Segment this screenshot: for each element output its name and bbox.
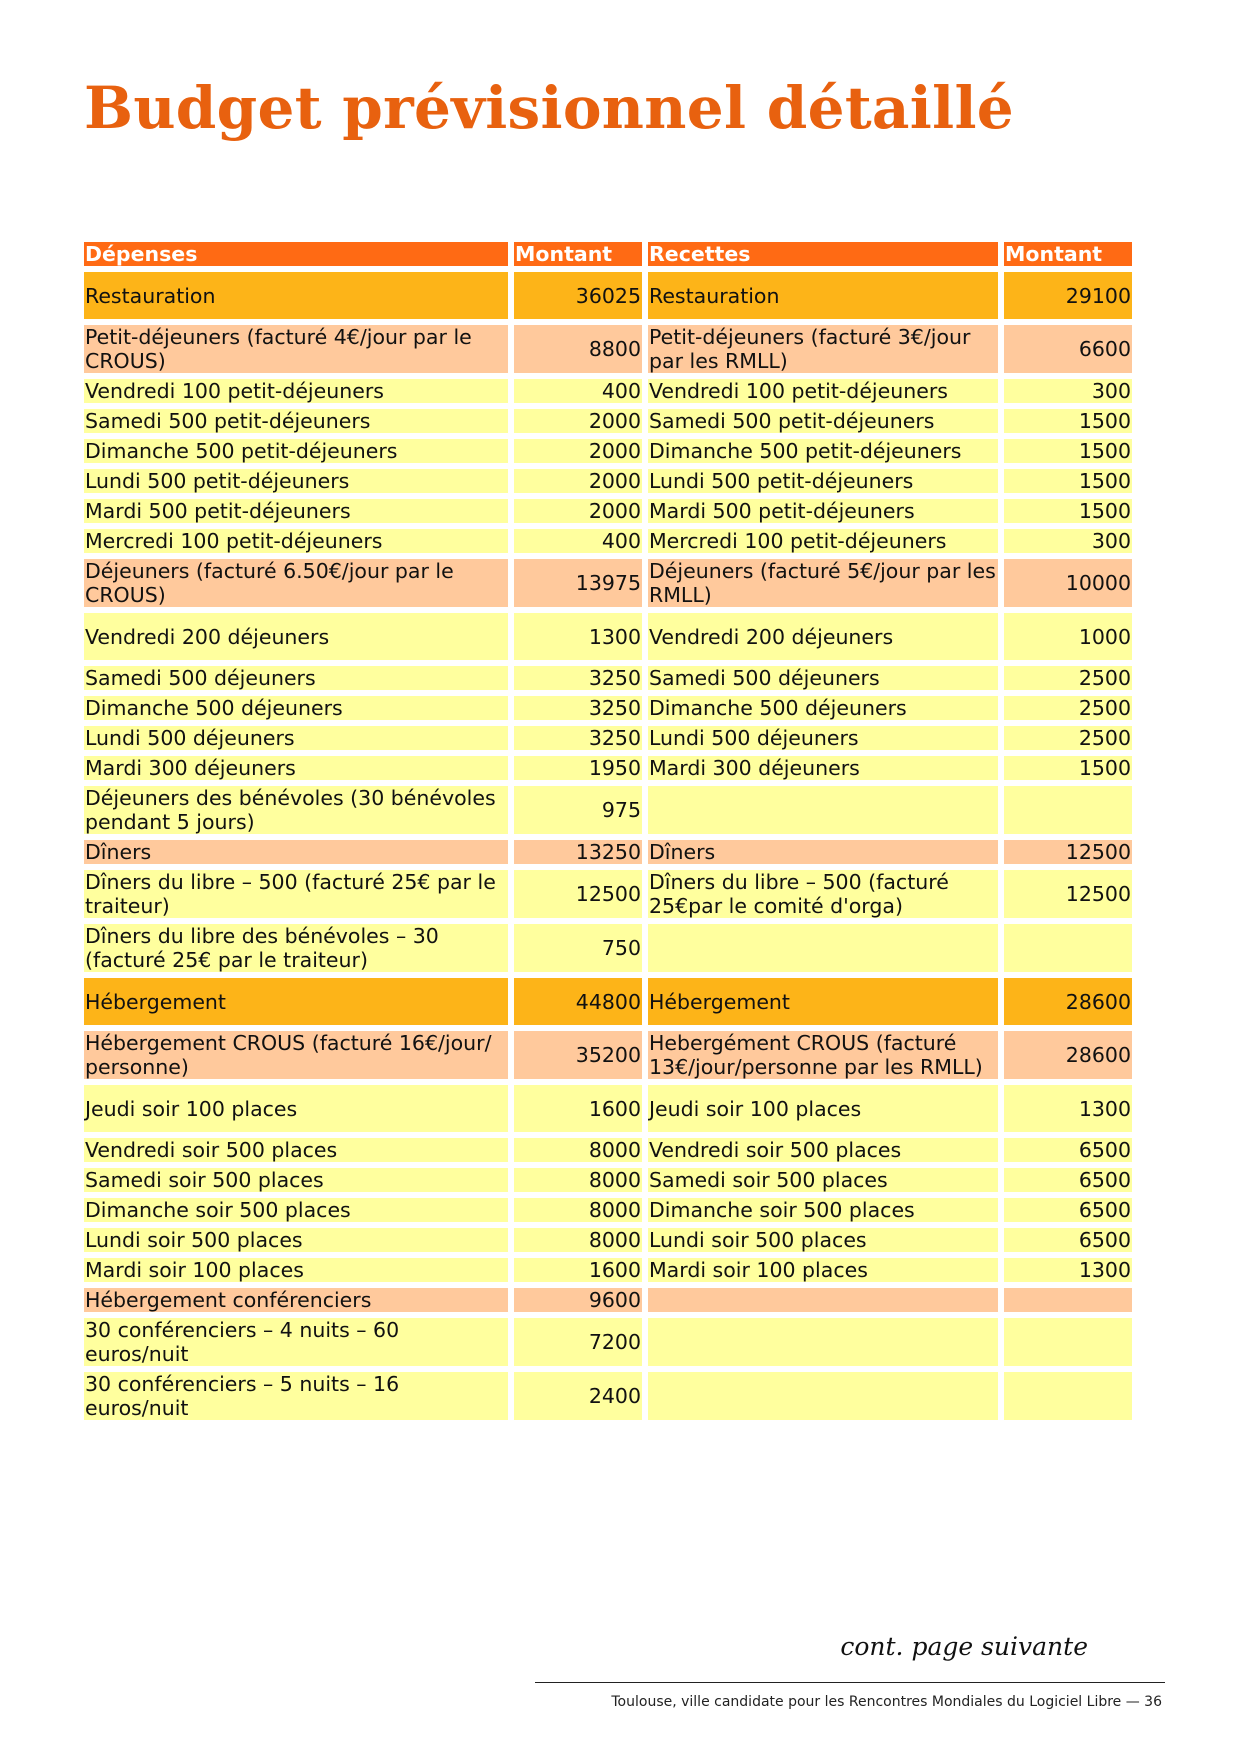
table-row (84, 409, 1132, 433)
revenue-amount: 12500 (1004, 840, 1132, 864)
header-recettes: Recettes (648, 242, 998, 266)
revenue-label (648, 1318, 998, 1366)
expense-amount: 1600 (514, 1258, 642, 1282)
revenue-label: Mardi 300 déjeuners (648, 756, 998, 780)
revenue-amount: 6500 (1004, 1198, 1132, 1222)
expense-amount: 1300 (514, 613, 642, 660)
expense-label: Dîners du libre des bénévoles – 30 (facturé 25€ par le traiteur) (84, 924, 508, 972)
revenue-label (648, 1288, 998, 1312)
expense-amount: 1950 (514, 756, 642, 780)
expense-label: Samedi 500 petit-déjeuners (84, 409, 508, 433)
revenue-amount: 2500 (1004, 666, 1132, 690)
expense-label: Hébergement (84, 978, 508, 1025)
table-row (84, 325, 1132, 373)
expense-label: Vendredi 100 petit-déjeuners (84, 379, 508, 403)
expense-amount: 3250 (514, 726, 642, 750)
revenue-amount: 6600 (1004, 325, 1132, 373)
table-header-row (84, 242, 1132, 266)
table-row (84, 379, 1132, 403)
expense-label: Dîners du libre – 500 (facturé 25€ par le traiteur) (84, 870, 508, 918)
table-row (84, 786, 1132, 834)
expense-amount: 2400 (514, 1372, 642, 1420)
revenue-label (648, 786, 998, 834)
revenue-label: Lundi 500 petit-déjeuners (648, 469, 998, 493)
expense-amount: 12500 (514, 870, 642, 918)
table-row (84, 559, 1132, 607)
expense-amount: 7200 (514, 1318, 642, 1366)
expense-amount: 2000 (514, 499, 642, 523)
revenue-amount: 29100 (1004, 272, 1132, 319)
table-row (84, 924, 1132, 972)
revenue-label: Dimanche 500 déjeuners (648, 696, 998, 720)
revenue-label: Dîners du libre – 500 (facturé 25€par le comité d'orga) (648, 870, 998, 918)
revenue-amount: 12500 (1004, 870, 1132, 918)
table-row (84, 978, 1132, 1025)
expense-label: Hébergement CROUS (facturé 16€/jour/ personne) (84, 1031, 508, 1079)
revenue-amount: 1500 (1004, 409, 1132, 433)
revenue-amount: 10000 (1004, 559, 1132, 607)
expense-label: 30 conférenciers – 4 nuits – 60 euros/nuit (84, 1318, 508, 1366)
revenue-label (648, 924, 998, 972)
revenue-label: Vendredi soir 500 places (648, 1138, 998, 1162)
expense-label: Samedi 500 déjeuners (84, 666, 508, 690)
table-row (84, 1085, 1132, 1132)
expense-label: Dimanche soir 500 places (84, 1198, 508, 1222)
expense-label: Déjeuners (facturé 6.50€/jour par le CROUS) (84, 559, 508, 607)
revenue-amount: 6500 (1004, 1138, 1132, 1162)
revenue-label: Déjeuners (facturé 5€/jour par les RMLL) (648, 559, 998, 607)
revenue-label: Samedi 500 déjeuners (648, 666, 998, 690)
table-row (84, 696, 1132, 720)
revenue-label: Samedi 500 petit-déjeuners (648, 409, 998, 433)
revenue-label: Mardi 500 petit-déjeuners (648, 499, 998, 523)
expense-amount: 9600 (514, 1288, 642, 1312)
expense-amount: 3250 (514, 696, 642, 720)
table-row (84, 1168, 1132, 1192)
expense-label: Hébergement conférenciers (84, 1288, 508, 1312)
expense-amount: 400 (514, 379, 642, 403)
budget-table (78, 236, 1138, 1426)
revenue-amount: 2500 (1004, 696, 1132, 720)
expense-amount: 8000 (514, 1168, 642, 1192)
revenue-label (648, 1372, 998, 1420)
revenue-label: Restauration (648, 272, 998, 319)
continued-note: cont. page suivante (840, 1632, 1088, 1661)
expense-amount: 8000 (514, 1198, 642, 1222)
expense-label: Lundi soir 500 places (84, 1228, 508, 1252)
revenue-label: Dimanche soir 500 places (648, 1198, 998, 1222)
revenue-label: Vendredi 200 déjeuners (648, 613, 998, 660)
revenue-amount: 6500 (1004, 1168, 1132, 1192)
table-row (84, 756, 1132, 780)
expense-label: Samedi soir 500 places (84, 1168, 508, 1192)
page-footer: Toulouse, ville candidate pour les Rencontres Mondiales du Logiciel Libre — 36 (611, 1694, 1162, 1710)
expense-label: Déjeuners des bénévoles (30 bénévoles pendant 5 jours) (84, 786, 508, 834)
revenue-amount: 300 (1004, 529, 1132, 553)
expense-label: Restauration (84, 272, 508, 319)
expense-amount: 400 (514, 529, 642, 553)
revenue-amount: 28600 (1004, 1031, 1132, 1079)
revenue-amount: 1500 (1004, 469, 1132, 493)
revenue-amount: 28600 (1004, 978, 1132, 1025)
expense-amount: 8000 (514, 1228, 642, 1252)
revenue-amount: 1500 (1004, 756, 1132, 780)
expense-amount: 1600 (514, 1085, 642, 1132)
expense-label: 30 conférenciers – 5 nuits – 16 euros/nuit (84, 1372, 508, 1420)
expense-amount: 2000 (514, 439, 642, 463)
revenue-label: Hebergément CROUS (facturé 13€/jour/personne par les RMLL) (648, 1031, 998, 1079)
expense-amount: 35200 (514, 1031, 642, 1079)
expense-label: Jeudi soir 100 places (84, 1085, 508, 1132)
header-montant-depenses: Montant (514, 242, 642, 266)
expense-amount: 13250 (514, 840, 642, 864)
expense-amount: 44800 (514, 978, 642, 1025)
page-title: Budget prévisionnel détaillé (84, 74, 1014, 142)
header-depenses: Dépenses (84, 242, 508, 266)
expense-label: Dimanche 500 petit-déjeuners (84, 439, 508, 463)
revenue-amount (1004, 1318, 1132, 1366)
expense-amount: 975 (514, 786, 642, 834)
expense-label: Mardi 300 déjeuners (84, 756, 508, 780)
table-row (84, 439, 1132, 463)
table-row (84, 1228, 1132, 1252)
revenue-label: Jeudi soir 100 places (648, 1085, 998, 1132)
table-row (84, 840, 1132, 864)
expense-amount: 36025 (514, 272, 642, 319)
revenue-amount: 6500 (1004, 1228, 1132, 1252)
table-row (84, 1198, 1132, 1222)
expense-label: Vendredi soir 500 places (84, 1138, 508, 1162)
table-row (84, 726, 1132, 750)
footer-rule (535, 1682, 1165, 1683)
revenue-label: Mercredi 100 petit-déjeuners (648, 529, 998, 553)
table-row (84, 613, 1132, 660)
expense-amount: 13975 (514, 559, 642, 607)
expense-label: Mardi 500 petit-déjeuners (84, 499, 508, 523)
revenue-amount (1004, 786, 1132, 834)
revenue-amount: 1300 (1004, 1258, 1132, 1282)
revenue-amount (1004, 1372, 1132, 1420)
revenue-label: Hébergement (648, 978, 998, 1025)
budget-table-body (84, 272, 1132, 1420)
expense-label: Mercredi 100 petit-déjeuners (84, 529, 508, 553)
table-row (84, 529, 1132, 553)
expense-label: Petit-déjeuners (facturé 4€/jour par le CROUS) (84, 325, 508, 373)
revenue-amount (1004, 924, 1132, 972)
expense-amount: 3250 (514, 666, 642, 690)
expense-label: Mardi soir 100 places (84, 1258, 508, 1282)
revenue-label: Lundi soir 500 places (648, 1228, 998, 1252)
table-row (84, 1288, 1132, 1312)
table-row (84, 666, 1132, 690)
expense-amount: 8800 (514, 325, 642, 373)
revenue-label: Samedi soir 500 places (648, 1168, 998, 1192)
table-row (84, 1318, 1132, 1366)
header-montant-recettes: Montant (1004, 242, 1132, 266)
revenue-amount: 1500 (1004, 499, 1132, 523)
expense-amount: 8000 (514, 1138, 642, 1162)
table-row (84, 1031, 1132, 1079)
table-row (84, 870, 1132, 918)
revenue-amount: 300 (1004, 379, 1132, 403)
revenue-label: Dimanche 500 petit-déjeuners (648, 439, 998, 463)
table-row (84, 272, 1132, 319)
revenue-label: Vendredi 100 petit-déjeuners (648, 379, 998, 403)
revenue-amount: 1500 (1004, 439, 1132, 463)
expense-label: Dîners (84, 840, 508, 864)
table-row (84, 1138, 1132, 1162)
table-row (84, 469, 1132, 493)
revenue-amount (1004, 1288, 1132, 1312)
expense-amount: 750 (514, 924, 642, 972)
expense-amount: 2000 (514, 469, 642, 493)
revenue-label: Petit-déjeuners (facturé 3€/jour par les RMLL) (648, 325, 998, 373)
expense-label: Vendredi 200 déjeuners (84, 613, 508, 660)
revenue-amount: 1300 (1004, 1085, 1132, 1132)
expense-amount: 2000 (514, 409, 642, 433)
revenue-label: Mardi soir 100 places (648, 1258, 998, 1282)
table-row (84, 1258, 1132, 1282)
table-row (84, 499, 1132, 523)
revenue-label: Lundi 500 déjeuners (648, 726, 998, 750)
expense-label: Lundi 500 déjeuners (84, 726, 508, 750)
expense-label: Lundi 500 petit-déjeuners (84, 469, 508, 493)
expense-label: Dimanche 500 déjeuners (84, 696, 508, 720)
table-row (84, 1372, 1132, 1420)
revenue-label: Dîners (648, 840, 998, 864)
revenue-amount: 2500 (1004, 726, 1132, 750)
revenue-amount: 1000 (1004, 613, 1132, 660)
